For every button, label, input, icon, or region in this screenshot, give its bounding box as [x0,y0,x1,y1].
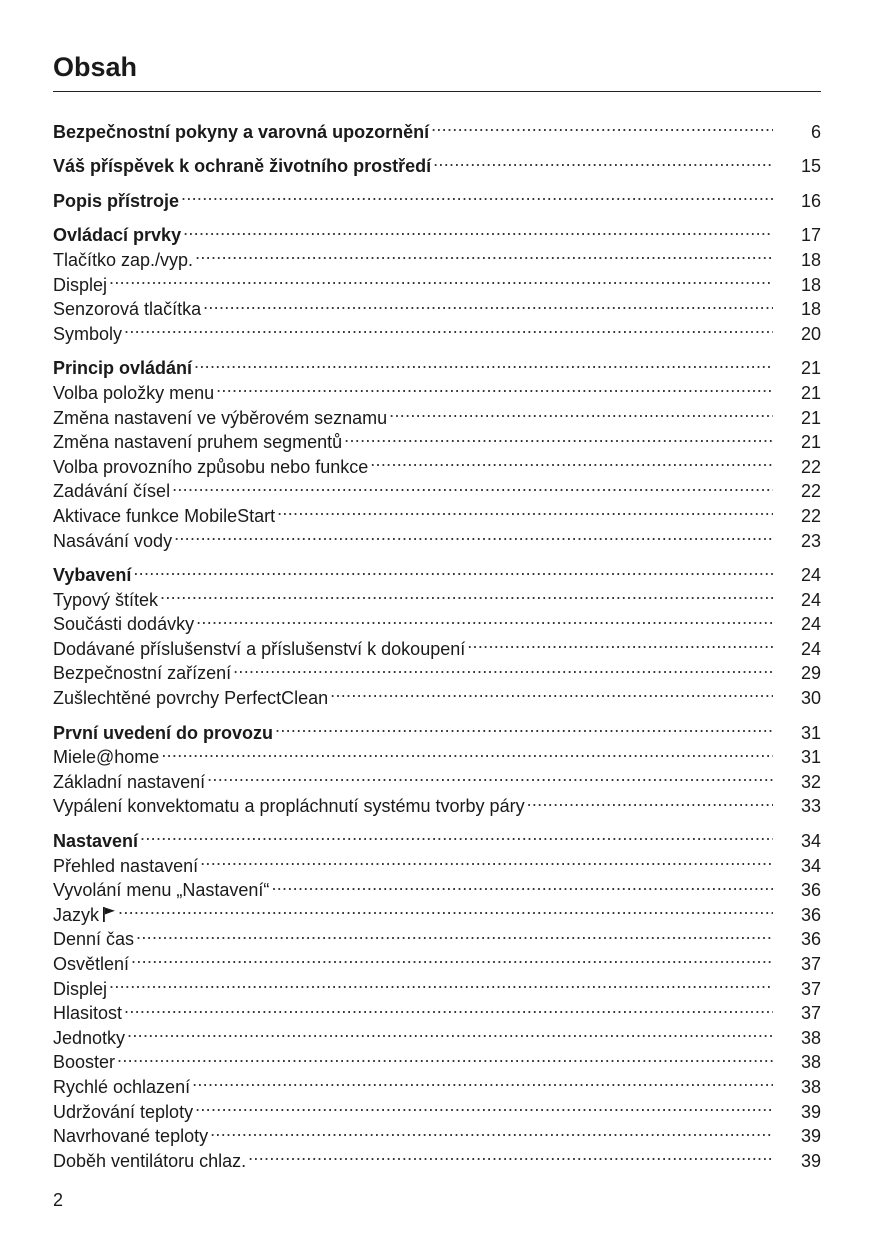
toc-page-number: 39 [800,1126,821,1147]
toc-page-number: 23 [800,530,821,551]
toc-section [53,113,821,142]
toc-heading-row[interactable] [53,148,821,177]
toc-leader-dots [131,945,773,970]
toc-label-text: Hlasitost [53,1003,123,1024]
toc-leader-dots [431,113,773,138]
toc-label-text: Váš příspěvek k ochraně životního prostředí [53,156,432,177]
toc-entry-row[interactable] [53,970,821,999]
toc-label-text: Volba provozního způsobu nebo funkce [53,456,369,477]
toc-page-number: 36 [800,929,821,950]
toc-label-text: Ovládací prvky [53,225,182,246]
toc-entry-row[interactable] [53,1068,821,1097]
toc-label-text: Senzorová tlačítka [53,299,202,320]
toc-page-number: 17 [800,225,821,246]
toc-heading-label [53,189,179,214]
toc-entry-label [53,588,158,613]
toc-heading-label [53,223,181,248]
toc-label-text: Dodávané příslušenství a příslušenství k dokoupení [53,638,466,659]
toc-leader-dots [192,1068,773,1093]
toc-section [53,714,821,817]
toc-page-number: 22 [800,505,821,526]
toc-page-number: 34 [800,831,821,852]
toc-leader-dots [136,921,773,946]
toc-page-number: 24 [800,565,821,586]
toc-entry-row[interactable] [53,291,821,320]
toc-leader-dots [160,581,773,606]
toc-entry-label [53,661,231,686]
title-divider [53,91,821,92]
toc-leader-dots [467,630,773,655]
toc-page-number: 18 [800,274,821,295]
toc-entry-row[interactable] [53,1019,821,1048]
toc-page-number: 32 [800,771,821,792]
toc-section [53,557,821,709]
toc-entry-label [53,273,107,298]
toc-label-text: Jazyk [53,904,100,925]
page-number: 2 [53,1190,64,1210]
toc-entry-label [53,1100,193,1125]
toc-heading-row[interactable] [53,113,821,142]
toc-leader-dots [118,896,773,921]
toc-page-number: 24 [800,589,821,610]
toc-page-number: 34 [800,855,821,876]
toc-leader-dots [183,217,773,242]
toc-heading-row[interactable] [53,822,821,852]
toc-page-number: 38 [800,1052,821,1073]
toc-label-text: Volba položky menu [53,382,215,403]
toc-page-number: 6 [810,121,821,142]
toc-leader-dots [109,266,773,291]
table-of-contents [53,113,821,1177]
toc-label-text: Změna nastavení pruhem segmentů [53,432,343,453]
toc-entry-label [53,794,525,819]
toc-page-number: 21 [800,407,821,428]
toc-label-text: Symboly [53,323,123,344]
toc-leader-dots [203,291,773,316]
toc-label-text: Jednotky [53,1027,126,1048]
toc-entry-row[interactable] [53,581,821,610]
toc-label-text: Bezpečnostní pokyny a varovná upozornění [53,121,430,142]
toc-heading-row[interactable] [53,182,821,211]
toc-heading-label [53,120,429,145]
toc-page-number: 22 [800,481,821,502]
toc-label-text: Tlačítko zap./vyp. [53,249,194,270]
toc-leader-dots [124,995,773,1020]
toc-entry-label [53,322,122,347]
toc-page-number: 29 [800,663,821,684]
toc-entry-label [53,854,198,879]
toc-leader-dots [275,714,773,739]
toc-label-text: Osvětlení [53,954,130,974]
toc-page-number: 24 [800,638,821,659]
toc-label-text: Displej [53,274,108,295]
toc-entry-row[interactable] [53,995,821,1024]
toc-entry-label [53,430,342,455]
toc-page-number: 37 [800,1003,821,1024]
toc-label-text: Navrhované teploty [53,1126,209,1147]
toc-entry-label [53,1075,190,1100]
toc-label-text: Vypálení konvektomatu a propláchnutí systému tvorby páry [53,796,525,817]
toc-leader-dots [133,557,773,582]
toc-label-text: Nastavení [53,831,139,852]
toc-leader-dots [117,1044,773,1069]
toc-entry-label [53,406,387,431]
toc-page-number: 38 [800,1076,821,1097]
toc-heading-label [53,563,131,588]
toc-entry-row[interactable] [53,739,821,768]
toc-section [53,182,821,211]
toc-page-number: 31 [800,747,821,768]
toc-label-text: Přehled nastavení [53,855,199,876]
toc-leader-dots [344,424,773,449]
toc-entry-label [53,745,159,770]
toc-leader-dots [181,182,773,207]
toc-label-text: Nasávání vody [53,530,173,551]
toc-heading-label [53,356,192,381]
toc-page-number: 37 [800,978,821,999]
toc-entry-label [53,479,170,504]
toc-heading-label [53,154,431,179]
toc-entry-row[interactable] [53,921,821,950]
toc-label-text: Udržování teploty [53,1101,194,1122]
toc-leader-dots [370,448,773,473]
toc-label-text: Vyvolání menu „Nastavení“ [53,880,270,901]
toc-heading-row[interactable] [53,714,821,743]
toc-entry-label [53,927,134,952]
toc-page-number: 20 [800,323,821,344]
toc-label-text: První uvedení do provozu [53,722,274,743]
toc-page-number: 18 [800,299,821,320]
toc-entry-label [53,770,205,795]
toc-leader-dots [195,241,773,266]
toc-leader-dots [124,315,773,340]
toc-label-text: Booster [53,1052,116,1073]
toc-leader-dots [527,788,773,813]
toc-entry-row[interactable] [53,945,821,974]
toc-leader-dots [210,1118,773,1143]
toc-entry-label [53,686,328,711]
toc-entry-label [53,1001,122,1026]
toc-entry-label [53,612,194,637]
toc-entry-label [53,1149,246,1174]
toc-label-text: Změna nastavení ve výběrovém seznamu [53,407,388,428]
toc-entry-row[interactable] [53,847,821,876]
toc-page-number: 30 [800,688,821,709]
toc-label-text: Miele@home [53,747,160,768]
toc-label-text: Bezpečnostní zařízení [53,663,232,684]
toc-leader-dots [161,739,773,764]
toc-entry-row[interactable] [53,266,821,295]
toc-page-number: 38 [800,1027,821,1048]
toc-page-number: 21 [800,432,821,453]
toc-page-number: 39 [800,1101,821,1122]
toc-leader-dots [433,148,773,173]
toc-entry-row[interactable] [53,1044,821,1073]
toc-label-text: Základní nastavení [53,771,206,792]
toc-label-text: Princip ovládání [53,358,193,379]
toc-section [53,350,821,551]
toc-page-number: 36 [800,904,821,925]
toc-entry-label [53,529,172,554]
flag-icon [102,906,116,922]
toc-entry-label [53,1050,115,1075]
toc-label-text: Popis přístroje [53,190,180,211]
toc-page-number: 21 [800,382,821,403]
toc-page-number: 22 [800,456,821,477]
toc-page-number: 21 [800,358,821,379]
toc-entry-label [53,381,214,406]
toc-leader-dots [140,822,773,847]
toc-entry-label [53,903,116,928]
toc-leader-dots [330,679,773,704]
toc-heading-row[interactable] [53,350,821,379]
toc-page-number: 39 [800,1150,821,1171]
toc-label-text: Zušlechtěné povrchy PerfectClean [53,688,329,709]
toc-leader-dots [109,970,773,995]
toc-entry-label [53,1026,125,1051]
toc-heading-row[interactable] [53,557,821,586]
toc-page-number: 15 [800,156,821,177]
toc-entry-row[interactable] [53,315,821,344]
page-title: Obsah [53,52,138,82]
toc-leader-dots [196,606,773,631]
toc-page-number: 36 [800,880,821,901]
toc-label-text: Typový štítek [53,589,159,610]
toc-page-number: 24 [800,614,821,635]
toc-page-number: 33 [800,796,821,817]
toc-page-number: 37 [800,954,821,974]
toc-leader-dots [174,522,773,547]
toc-leader-dots [200,847,773,872]
toc-entry-row[interactable] [53,763,821,792]
toc-label-text: Displej [53,978,108,999]
toc-page-number: 16 [800,190,821,211]
toc-heading-label [53,829,138,854]
toc-leader-dots [195,1093,773,1118]
toc-leader-dots [271,872,773,897]
toc-leader-dots [277,497,773,522]
toc-entry-row[interactable] [53,606,821,635]
toc-label-text: Zadávání čísel [53,481,171,502]
toc-leader-dots [389,399,773,424]
toc-heading-row[interactable] [53,217,821,246]
toc-page-number: 18 [800,249,821,270]
toc-leader-dots [207,763,773,788]
toc-section [53,148,821,177]
toc-label-text: Denní čas [53,929,135,950]
toc-label-text: Součásti dodávky [53,614,195,635]
toc-page-number: 31 [800,722,821,743]
toc-leader-dots [233,655,773,680]
toc-entry-label [53,1124,208,1149]
toc-label-text: Doběh ventilátoru chlaz. [53,1150,247,1171]
toc-leader-dots [194,350,773,375]
toc-section [53,217,821,344]
toc-label-text: Rychlé ochlazení [53,1076,191,1097]
toc-leader-dots [216,374,773,399]
toc-entry-label [53,977,107,1002]
toc-label-text: Aktivace funkce MobileStart [53,505,276,526]
toc-entry-row[interactable] [53,896,821,925]
toc-section [53,822,821,1171]
toc-leader-dots [248,1142,773,1167]
toc-leader-dots [172,473,773,498]
toc-label-text: Vybavení [53,565,132,586]
toc-leader-dots [127,1019,773,1044]
